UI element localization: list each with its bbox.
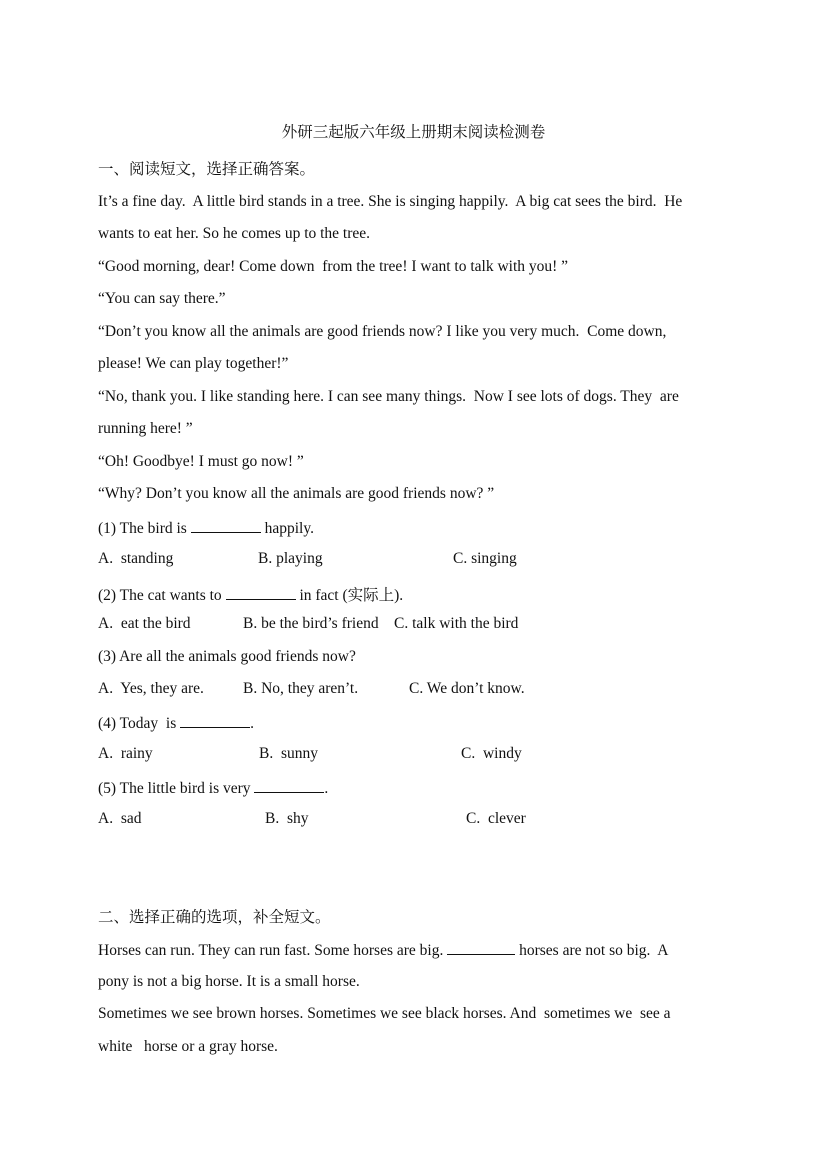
question-text: . (250, 715, 255, 732)
passage-line: It’s a fine day. A little bird stands in a tree. She is singing happily. A big cat sees the bird. He (98, 193, 683, 210)
passage-line: Sometimes we see brown horses. Sometimes we see black horses. And sometimes we see a (98, 1005, 671, 1022)
passage-line: “Don’t you know all the animals are good friends now? I like you very much. Come down, (98, 323, 667, 340)
passage-line: pony is not a big horse. It is a small horse. (98, 973, 360, 990)
option-a[interactable]: A. Yes, they are. (98, 680, 204, 697)
option-a[interactable]: A. eat the bird (98, 615, 191, 632)
option-b[interactable]: B. No, they aren’t. (243, 680, 359, 697)
passage-line: running here! ” (98, 420, 193, 437)
option-c[interactable]: C. clever (466, 810, 526, 827)
passage-line: “Oh! Goodbye! I must go now! ” (98, 453, 304, 470)
passage-line: “No, thank you. I like standing here. I can see many things. Now I see lots of dogs. They are (98, 388, 679, 405)
section1-heading: 一、阅读短文，选择正确答案。 (98, 161, 316, 178)
question-text: (1) The bird is (98, 520, 191, 537)
question-text: (4) Today is (98, 715, 181, 732)
option-b[interactable]: B. shy (265, 810, 309, 827)
answer-blank[interactable] (180, 713, 250, 728)
question-3 (98, 648, 356, 666)
question-5 (98, 778, 328, 798)
answer-blank[interactable] (191, 518, 261, 533)
passage-line: wants to eat her. So he comes up to the tree. (98, 225, 371, 242)
option-c[interactable]: C. singing (453, 550, 517, 567)
section2-heading: 二、选择正确的选项，补全短文。 (98, 909, 331, 926)
option-b[interactable]: B. sunny (259, 745, 318, 762)
question-text: happily. (260, 520, 314, 537)
option-b[interactable]: B. be the bird’s friend (243, 615, 379, 632)
option-a[interactable]: A. rainy (98, 745, 153, 762)
passage-line: “Why? Don’t you know all the animals are good friends now? ” (98, 485, 495, 502)
passage-line: “You can say there.” (98, 290, 226, 307)
passage-line: white horse or a gray horse. (98, 1038, 278, 1055)
passage-line: please! We can play together!” (98, 355, 289, 372)
passage-line (98, 940, 669, 960)
option-a[interactable]: A. sad (98, 810, 142, 827)
question-4 (98, 713, 254, 733)
answer-blank[interactable] (226, 585, 296, 600)
option-c[interactable]: C. windy (461, 745, 522, 762)
option-a[interactable]: A. standing (98, 550, 174, 567)
passage-text: Horses can run. They can run fast. Some horses are big. (98, 942, 448, 959)
answer-blank[interactable] (254, 778, 324, 793)
passage-text: horses are not so big. A (515, 942, 669, 959)
question-text: in fact (实际上). (295, 587, 404, 604)
option-b[interactable]: B. playing (258, 550, 323, 567)
answer-blank[interactable] (447, 940, 515, 955)
option-c[interactable]: C. We don’t know. (409, 680, 525, 697)
passage-line: “Good morning, dear! Come down from the tree! I want to talk with you! ” (98, 258, 569, 275)
question-text: (3) Are all the animals good friends now? (98, 648, 356, 665)
option-c[interactable]: C. talk with the bird (394, 615, 519, 632)
question-text: . (324, 780, 329, 797)
question-1 (98, 518, 314, 538)
question-text: (2) The cat wants to (98, 587, 226, 604)
question-text: (5) The little bird is very (98, 780, 255, 797)
document-title: 外研三起版六年级上册期末阅读检测卷 (281, 124, 546, 141)
question-2 (98, 583, 403, 605)
